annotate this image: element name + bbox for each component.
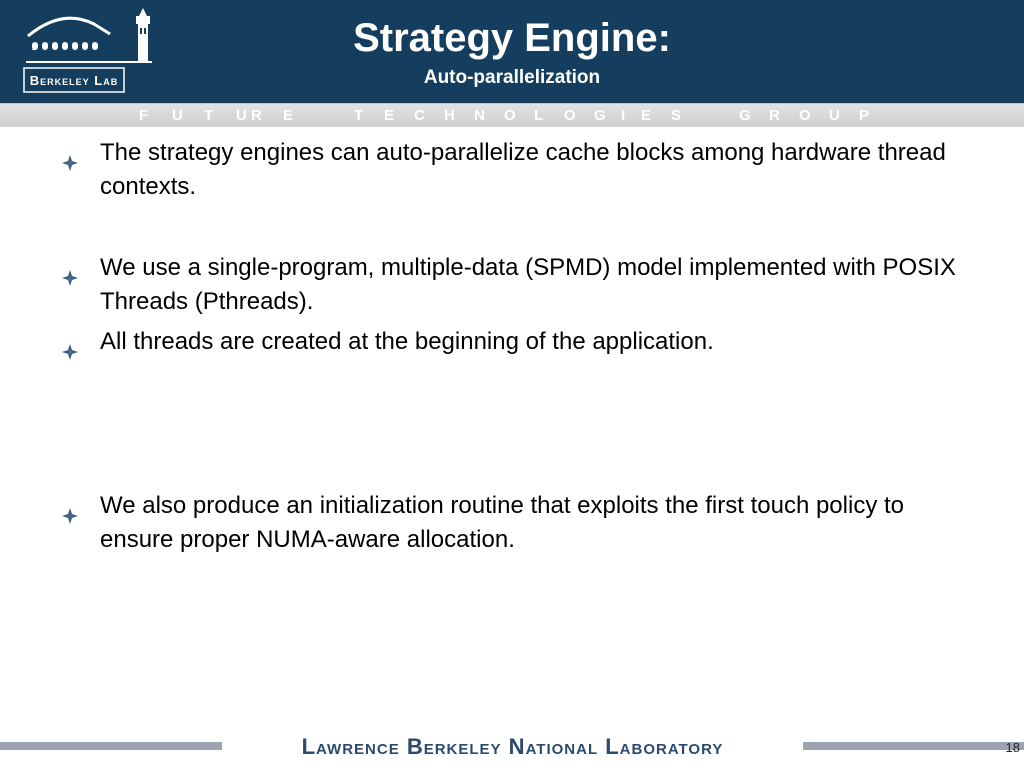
band-letter: L (534, 107, 544, 124)
bullet-text: The strategy engines can auto-parallelize cache blocks among hardware thread contexts. (100, 139, 946, 200)
band-letter: O (799, 107, 811, 124)
bullet-diamond-icon (62, 262, 78, 278)
band-letter: P (859, 107, 870, 124)
bullet-item (62, 489, 982, 557)
band-letter: O (504, 107, 516, 124)
band-letter: R (251, 107, 262, 124)
band-letter: G (594, 107, 606, 124)
band-letter: G (739, 107, 751, 124)
band-letter: T (354, 107, 364, 124)
footer-organization: Lawrence Berkeley National Laboratory (301, 734, 724, 759)
bullet-diamond-icon (62, 336, 78, 352)
bullet-item (62, 136, 982, 204)
band-letter: E (641, 107, 652, 124)
slide-title: Strategy Engine: (353, 16, 671, 60)
slide-subtitle: Auto-parallelization (423, 67, 601, 88)
bullet-item (62, 325, 982, 359)
band-letter: R (769, 107, 780, 124)
bullet-item (62, 251, 982, 319)
band-letter: C (414, 107, 425, 124)
band-letter: O (564, 107, 576, 124)
band-letter: U (172, 107, 183, 124)
band-letter: U (236, 107, 247, 124)
band-letter: N (474, 107, 485, 124)
band-letter: I (621, 107, 626, 124)
band-letter: U (829, 107, 840, 124)
bullet-diamond-icon (62, 147, 78, 163)
band-letter: T (204, 107, 214, 124)
bullet-diamond-icon (62, 500, 78, 516)
logo-text: Berkeley Lab (29, 73, 119, 88)
page-number: 18 (1005, 740, 1020, 755)
footer-rule-left (0, 742, 222, 750)
bullet-text: All threads are created at the beginning of the application. (100, 328, 714, 355)
band-letter: H (444, 107, 455, 124)
band-letter: F (139, 107, 149, 124)
band-letter: E (283, 107, 294, 124)
band-letter: E (384, 107, 395, 124)
bullet-text: We also produce an initialization routine that exploits the first touch policy to ensure proper NUMA-aware allocation. (100, 492, 904, 553)
band-letter: S (671, 107, 682, 124)
bullet-text: We use a single-program, multiple-data (SPMD) model implemented with POSIX Threads (Pthreads). (100, 254, 956, 315)
